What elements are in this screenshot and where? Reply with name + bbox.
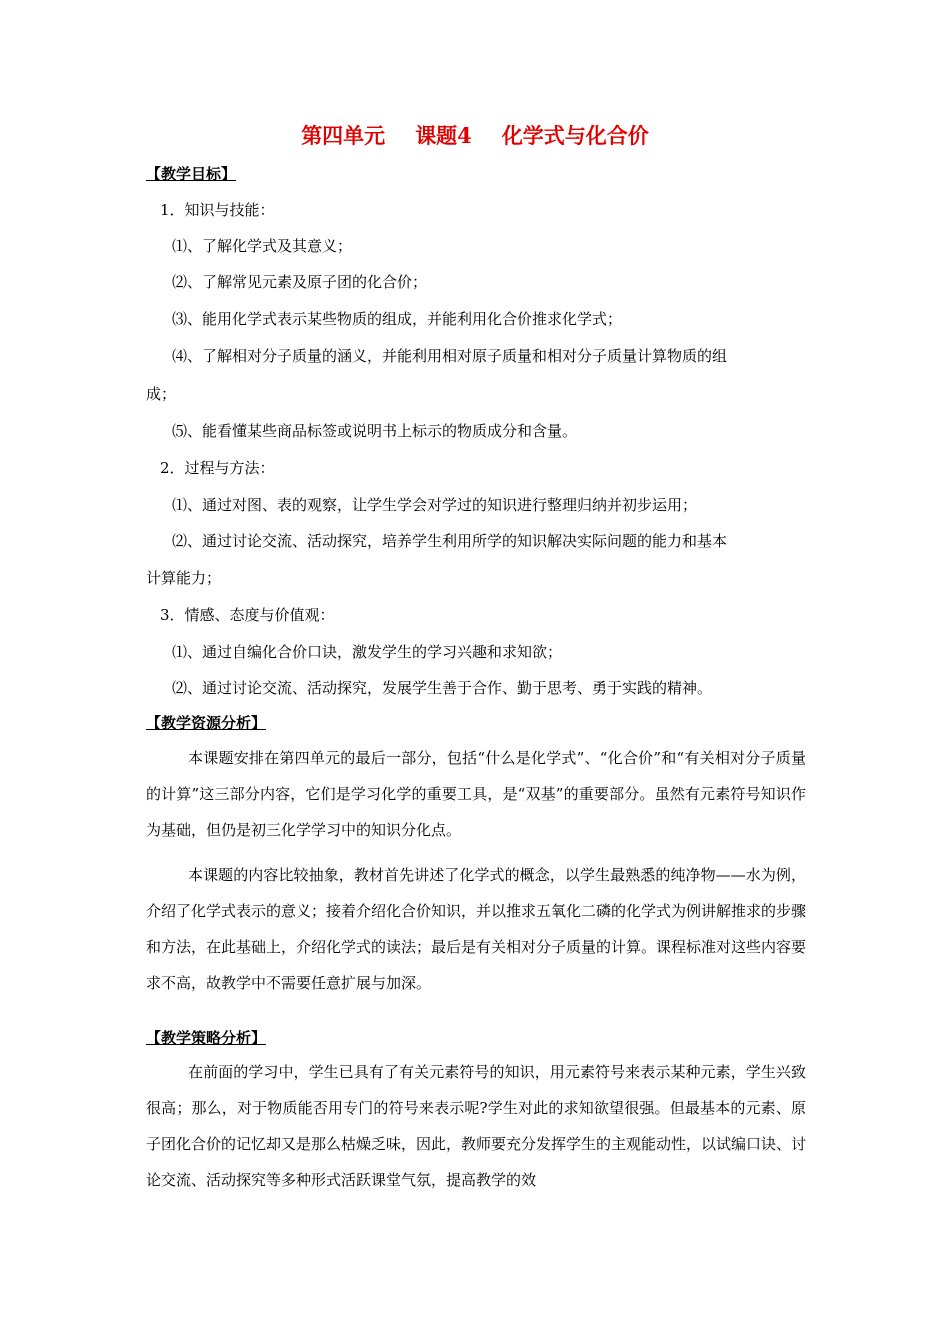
document-title xyxy=(0,120,950,150)
resources-paragraph-2: 本课题的内容比较抽象，教材首先讲述了化学式的概念，以学生最熟悉的纯净物——水为例，介绍了化学式表示的意义；接着介绍化合价知识，并以推求五氧化二磷的化学式为例讲解推求的步骤和方法，在此基础上，介绍化学式的读法；最后是有关相对分子质量的计算。课程标准对这些内容要求不高，故教学中不需要任意扩展与加深。 xyxy=(146,866,807,992)
objective-1-item-5: ⑸、能看懂某些商品标签或说明书上标示的物质成分和含量。 xyxy=(172,422,578,440)
objective-2-item-2-cont: 计算能力； xyxy=(146,569,222,587)
objective-1-item-4-cont: 成； xyxy=(146,385,177,403)
resources-paragraph-1: 本课题安排在第四单元的最后一部分，包括“什么是化学式”、“化合价”和“有关相对分子质量的计算”这三部分内容，它们是学习化学的重要工具，是“双基”的重要部分。虽然有元素符号知识作为基础，但仍是初三化学学习中的知识分化点。 xyxy=(146,749,806,839)
objective-3-item-1: ⑴、通过自编化合价口诀，激发学生的学习兴趣和求知欲； xyxy=(172,643,563,661)
strategy-paragraph-1: 在前面的学习中，学生已具有了有关元素符号的知识，用元素符号来表示某种元素，学生兴致很高；那么，对于物质能否用专门的符号来表示呢?学生对此的求知欲望很强。但最基本的元素、原子团化合价的记忆却又是那么枯燥乏味，因此，教师要充分发挥学生的主观能动性，以试编口诀、讨论交流、活动探究等多种形式活跃课堂气氛，提高教学的效 xyxy=(146,1063,807,1189)
resources-heading: 【教学资源分析】 xyxy=(146,714,267,732)
title-topic: 化学式与化合价 xyxy=(501,123,649,148)
objective-2-item-2: ⑵、通过讨论交流、活动探究，培养学生利用所学的知识解决实际问题的能力和基本 xyxy=(172,532,728,550)
objective-1-item-1: ⑴、了解化学式及其意义； xyxy=(172,237,353,255)
objective-section-2-label: 2．过程与方法： xyxy=(160,459,275,477)
title-lesson: 课题4 xyxy=(415,123,472,148)
objective-1-item-2: ⑵、了解常见元素及原子团的化合价； xyxy=(172,273,428,291)
objective-1-item-3: ⑶、能用化学式表示某些物质的组成，并能利用化合价推求化学式； xyxy=(172,310,623,328)
objective-section-1-label: 1．知识与技能： xyxy=(160,201,275,219)
objective-2-item-1: ⑴、通过对图、表的观察，让学生学会对学过的知识进行整理归纳并初步运用； xyxy=(172,496,698,514)
objective-1-item-4: ⑷、了解相对分子质量的涵义，并能利用相对原子质量和相对分子质量计算物质的组 xyxy=(172,347,728,365)
title-unit: 第四单元 xyxy=(301,123,386,148)
objective-3-item-2: ⑵、通过讨论交流、活动探究，发展学生善于合作、勤于思考、勇于实践的精神。 xyxy=(172,679,713,697)
objective-section-3-label: 3．情感、态度与价值观： xyxy=(160,606,335,624)
objectives-heading: 【教学目标】 xyxy=(146,165,237,183)
strategy-heading: 【教学策略分析】 xyxy=(146,1029,267,1047)
